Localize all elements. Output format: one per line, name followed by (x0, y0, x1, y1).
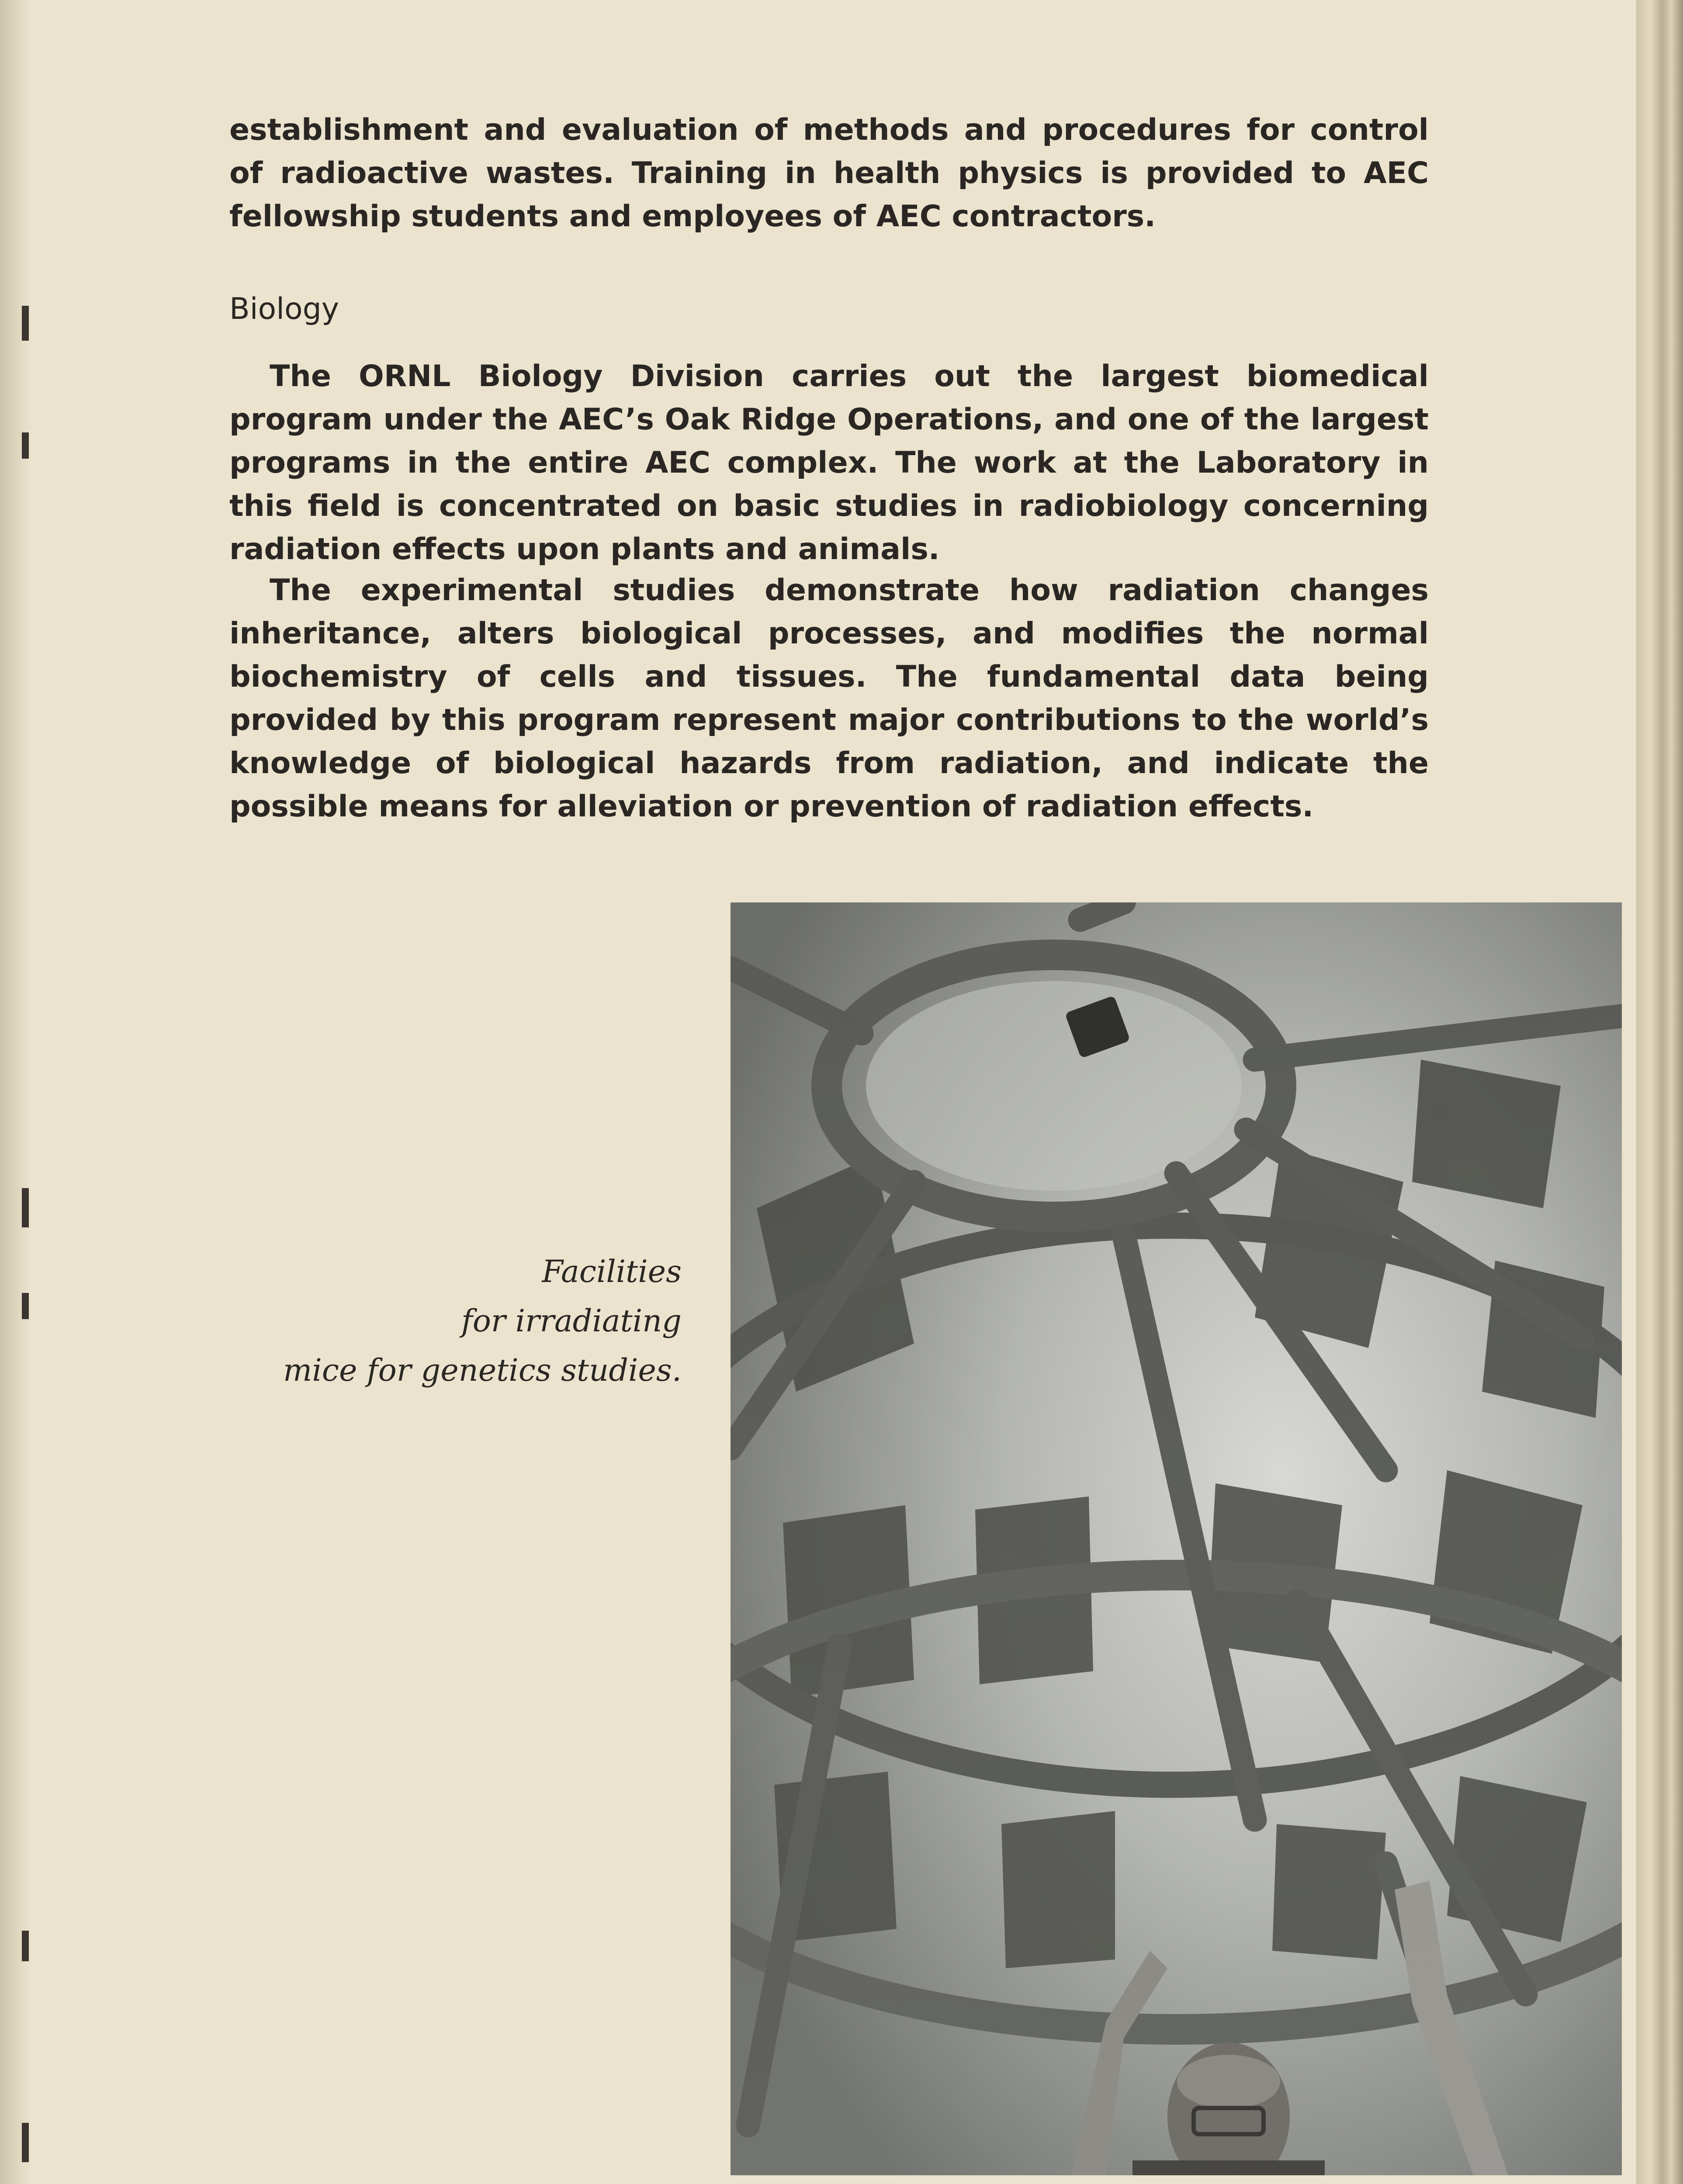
binding-mark (22, 2123, 29, 2162)
body-paragraph: The ORNL Biology Division carries out the largest biomedical program under the AEC’s Oak Ridge Operations, and one of the largest programs in the entire AEC complex. The work at the Laboratory in this field is concentrated on basic studies in radiobiology concerning radiation effects upon plants and animals. (229, 359, 1429, 567)
section-heading: Biology (229, 292, 339, 326)
binding-mark (22, 1188, 29, 1227)
caption-line: mice for genetics studies. (283, 1352, 682, 1388)
page-stack-edge (1636, 0, 1683, 2184)
caption-line: Facilities (542, 1254, 682, 1289)
body-paragraph: The experimental studies demonstrate how radiation changes inheritance, alters biological processes, and modifies the normal biochemistry of cells and tissues. The fundamental data being provided by this program represent major contributions to the world’s knowledge of biological hazards from radiation, and indicate the possible means for alleviation or prevention of radiation effects. (229, 573, 1429, 824)
photo-caption (210, 1247, 682, 1395)
binding-mark (22, 306, 29, 341)
caption-line: for irradiating (461, 1303, 682, 1339)
intro-paragraph: establishment and evaluation of methods and procedures for control of radioactive wastes. Training in health physics is provided to AEC fellowship students and employees of AEC contractors. (229, 113, 1429, 234)
binding-mark (22, 1931, 29, 1961)
binding-mark (22, 1293, 29, 1319)
photo-drawing (731, 902, 1622, 2175)
binding-mark (22, 432, 29, 459)
irradiation-facility-photo (731, 902, 1622, 2175)
